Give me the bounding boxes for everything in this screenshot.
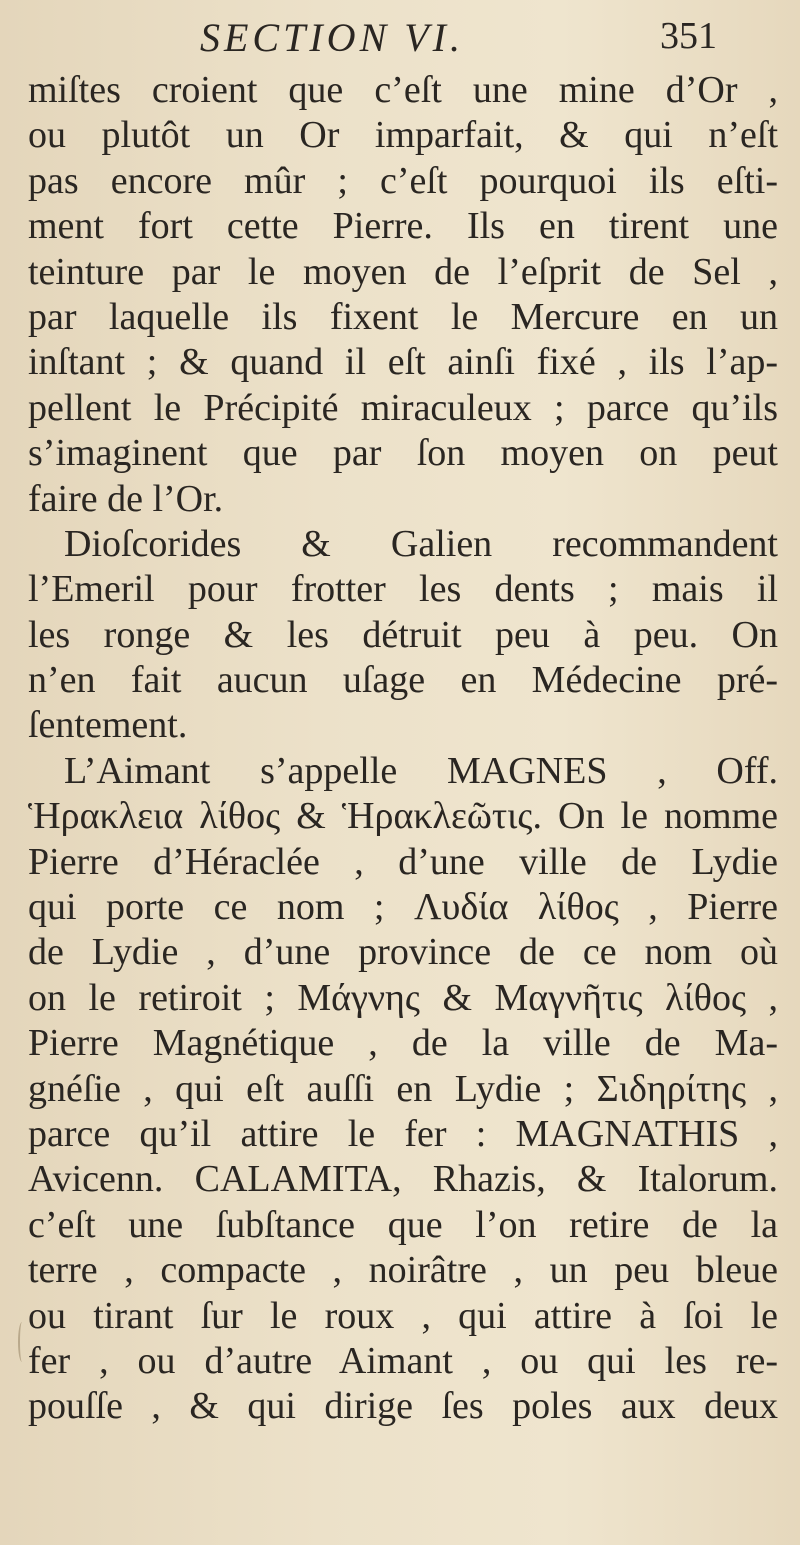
text-line: de Lydie , d’une province de ce nom où	[28, 931, 778, 974]
text-line: Pierre Magnétique , de la ville de Ma-	[28, 1022, 778, 1065]
text-line: ou plutôt un Or imparfait, & qui n’eſt	[28, 114, 778, 157]
body-text	[28, 68, 778, 1430]
text-line: pas encore mûr ; c’eſt pourquoi ils eſti-	[28, 159, 778, 202]
text-line: ou tirant ſur le roux , qui attire à ſoi le	[28, 1294, 778, 1337]
text-line: pellent le Précipité miraculeux ; parce qu’ils	[28, 386, 778, 429]
text-line: terre , compacte , noirâtre , un peu bleue	[28, 1249, 778, 1292]
text-line: miſtes croient que c’eſt une mine d’Or ,	[28, 69, 778, 111]
text-line: par laquelle ils fixent le Mercure en un	[28, 295, 778, 338]
text-line: ment fort cette Pierre. Ils en tirent une	[28, 205, 778, 248]
text-line: qui porte ce nom ; Λυδία λίθος , Pierre	[28, 886, 778, 929]
text-line: fer , ou d’autre Aimant , ou qui les re-	[28, 1339, 778, 1382]
text-line: s’imaginent que par ſon moyen on peut	[28, 432, 778, 475]
text-line: faire de l’Or.	[28, 477, 224, 520]
text-line: teinture par le moyen de l’eſprit de Sel ,	[28, 250, 778, 293]
text-line: on le retiroit ; Μάγνης & Μαγνῆτις λίθος ,	[28, 976, 778, 1019]
page-header	[0, 10, 800, 62]
text-line: l’Emeril pour frotter les dents ; mais il	[28, 568, 778, 611]
text-line: n’en fait aucun uſage en Médecine pré-	[28, 659, 778, 702]
text-line: Ἡρακλεια λίθος & Ἡρακλεῶτις. On le nomme	[28, 795, 778, 838]
text-line: gnéſie , qui eſt auſſi en Lydie ; Σιδηρίτης ,	[28, 1067, 778, 1110]
text-line: Dioſcorides & Galien recommandent	[64, 522, 778, 565]
running-title: SECTION VI.	[200, 15, 464, 60]
text-line: ſentement.	[28, 704, 188, 747]
text-line: les ronge & les détruit peu à peu. On	[28, 613, 778, 656]
page-number: 351	[660, 15, 717, 57]
page-margin-mark	[18, 1322, 26, 1362]
text-line: pouſſe , & qui dirige ſes poles aux deux	[28, 1385, 778, 1428]
text-line: inſtant ; & quand il eſt ainſi fixé , ils l’ap-	[28, 341, 778, 384]
text-line: Avicenn. CALAMITA, Rhazis, & Italorum.	[28, 1158, 778, 1201]
text-line: c’eſt une ſubſtance que l’on retire de la	[28, 1203, 778, 1246]
text-line: Pierre d’Héraclée , d’une ville de Lydie	[28, 840, 778, 883]
text-line: parce qu’il attire le fer : MAGNATHIS ,	[28, 1112, 778, 1155]
text-line: L’Aimant s’appelle MAGNES , Off.	[64, 749, 778, 792]
